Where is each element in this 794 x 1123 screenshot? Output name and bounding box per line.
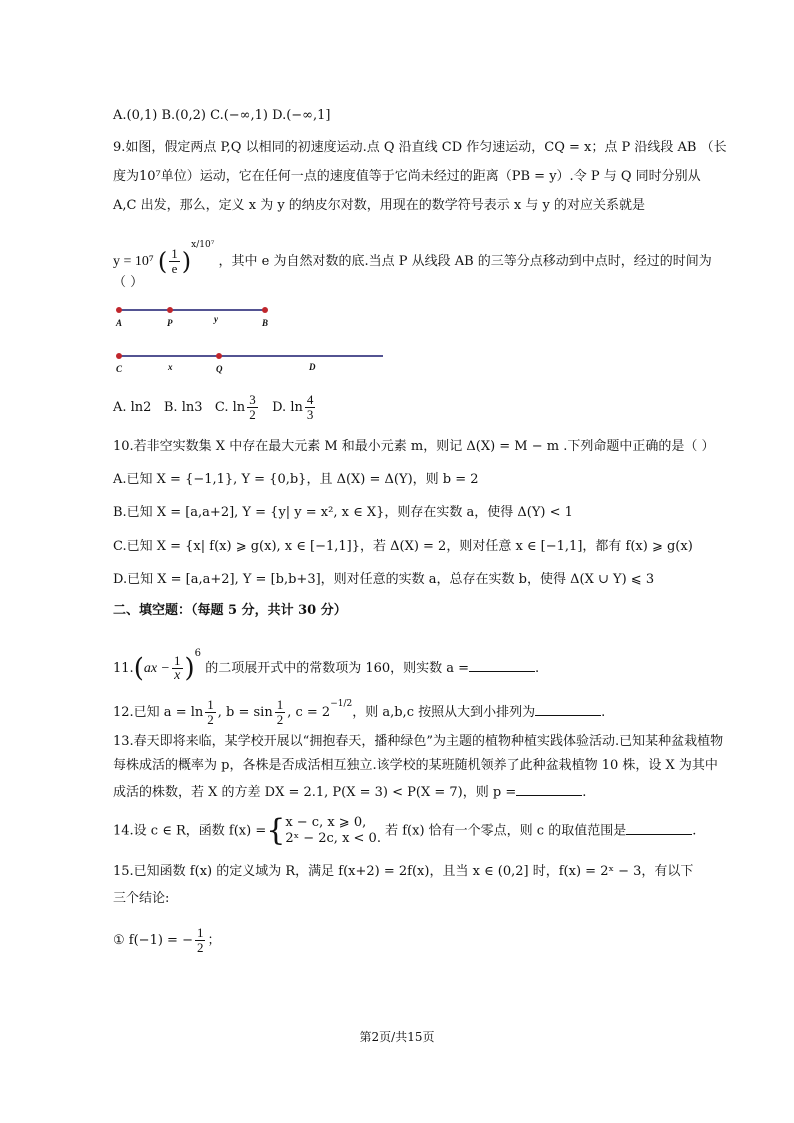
point-c-dot bbox=[116, 353, 122, 359]
q13-line3: 成活的株数，若 X 的方差 DX = 2.1, P(X = 3) < P(X = 7)，则 p = . bbox=[113, 781, 586, 803]
section-heading: 二、填空题：（每题 5 分，共计 30 分） bbox=[113, 603, 347, 618]
q9-option-c: C. ln $\frac{3}{2}$ bbox=[214, 392, 256, 422]
label-x: x bbox=[168, 362, 173, 372]
point-q-dot bbox=[216, 353, 222, 359]
q15-item1: ① f(−1) = − $\frac{1}{2}$ ； bbox=[113, 925, 221, 955]
label-b: B bbox=[262, 318, 269, 328]
point-a-dot bbox=[116, 307, 122, 313]
q9-formula-prefix: y = 10⁷ bbox=[113, 254, 154, 269]
q12: 12.已知 a = ln $\frac{1}{2}$ , b = sin $\frac{1}{2}$ , $c = 2^{-1/2}$，则 a,b,c 按照从大到小排列为 . bbox=[113, 697, 606, 727]
q9-formula-fraction: $\frac{1}{e}$ bbox=[171, 246, 178, 276]
q14-answer-blank[interactable] bbox=[626, 820, 692, 835]
label-d: D bbox=[309, 362, 316, 372]
q10-option-b: B.已知 X = [a,a+2], Y = {y| y = x², x ∈ X}，则存在实数 a，使得 Δ(Y) < 1 bbox=[113, 505, 573, 520]
q10-option-c: C.已知 X = {x| f(x) ⩾ g(x), x ∈ [−1,1]}，若 Δ(X) = 2，则对任意 x ∈ [−1,1]，都有 f(x) ⩾ g(x) bbox=[113, 539, 693, 554]
q9-options bbox=[113, 393, 317, 422]
q10-option-a: A.已知 X = {−1,1}, Y = {0,b}，且 Δ(X) = Δ(Y)，则 b = 2 bbox=[113, 472, 479, 487]
q15-line2: 三个结论: bbox=[113, 891, 170, 906]
label-a: A bbox=[116, 318, 123, 328]
q9-formula-exponent: x/10⁷ bbox=[191, 240, 215, 250]
q9-line3: A,C 出发，那么，定义 x 为 y 的纳皮尔对数，用现在的数学符号表示 x 与 y 的对应关系就是 bbox=[113, 198, 646, 213]
q9-answer-paren: （ ） bbox=[113, 275, 144, 290]
q9-option-b: B. ln3 bbox=[163, 400, 203, 415]
q13-line2: 每株成活的概率为 p，各株是否成活相互独立.该学校的某班随机领养了此种盆栽植物 10 株，设 X 为其中 bbox=[113, 758, 718, 773]
q10-stem: 10.若非空实数集 X 中存在最大元素 M 和最小元素 m，则记 Δ(X) = M − m .下列命题中正确的是（ ） bbox=[113, 439, 715, 454]
label-y: y bbox=[214, 314, 218, 324]
q10-option-d: D.已知 X = [a,a+2], Y = [b,b+3]，则对任意的实数 a，总存在实数 b，使得 Δ(X ∪ Y) ⩽ 3 bbox=[113, 572, 655, 587]
q15-line1: 15.已知函数 f(x) 的定义域为 R，满足 f(x+2) = 2f(x)，且当 x ∈ (0,2] 时，f(x) = 2ˣ − 3，有以下 bbox=[113, 864, 694, 879]
q9-figure bbox=[108, 298, 398, 378]
point-b-dot bbox=[262, 307, 268, 313]
q8-options: A.(0,1) B.(0,2) C.(−∞,1) D.(−∞,1] bbox=[113, 108, 331, 123]
page-footer: 第2页/共15页 bbox=[359, 1030, 435, 1044]
q9-formula-line: y = 10⁷ ( $\frac{1}{e}$ )$^{x/10^7}$ ，其中 e 为自然对数的底.当点 P 从线段 AB 的三等分点移动到中点时，经过的时间为 bbox=[113, 240, 712, 276]
label-q: Q bbox=[216, 364, 223, 374]
q12-answer-blank[interactable] bbox=[535, 701, 601, 716]
q9-line1: 9.如图，假定两点 P,Q 以相同的初速度运动.点 Q 沿直线 CD 作匀速运动，CQ = x；点 P 沿线段 AB （长 bbox=[113, 140, 727, 155]
q9-option-d: D. ln $\frac{4}{3}$ bbox=[272, 392, 314, 422]
q11: 11.(ax − $\frac{1}{x}$ )$^6$ 的二项展开式中的常数项为 160，则实数 a = . bbox=[113, 648, 540, 684]
q9-line4-rest: ，其中 e 为自然对数的底.当点 P 从线段 AB 的三等分点移动到中点时，经过的时间为 bbox=[218, 254, 712, 269]
point-p-dot bbox=[167, 307, 173, 313]
q11-answer-blank[interactable] bbox=[469, 657, 535, 672]
label-p: P bbox=[167, 318, 173, 328]
q13-answer-blank[interactable] bbox=[516, 781, 582, 796]
q14: 14.设 c ∈ R，函数 f(x) ={ x − c, x ⩾ 0, 2ˣ − 2c, x < 0. 若 f(x) 恰有一个零点，则 c 的取值范围是 . bbox=[113, 813, 697, 848]
label-c: C bbox=[116, 364, 123, 374]
q9-option-a: A. ln2 bbox=[113, 400, 152, 415]
q13-line1: 13.春天即将来临，某学校开展以“拥抱春天，播种绿色”为主题的植物种植实践体验活动.已知某种盆栽植物 bbox=[113, 734, 724, 749]
q9-line2: 度为10⁷单位）运动，它在任何一点的速度值等于它尚未经过的距离（PB = y）.令 P 与 Q 同时分别从 bbox=[113, 169, 701, 184]
